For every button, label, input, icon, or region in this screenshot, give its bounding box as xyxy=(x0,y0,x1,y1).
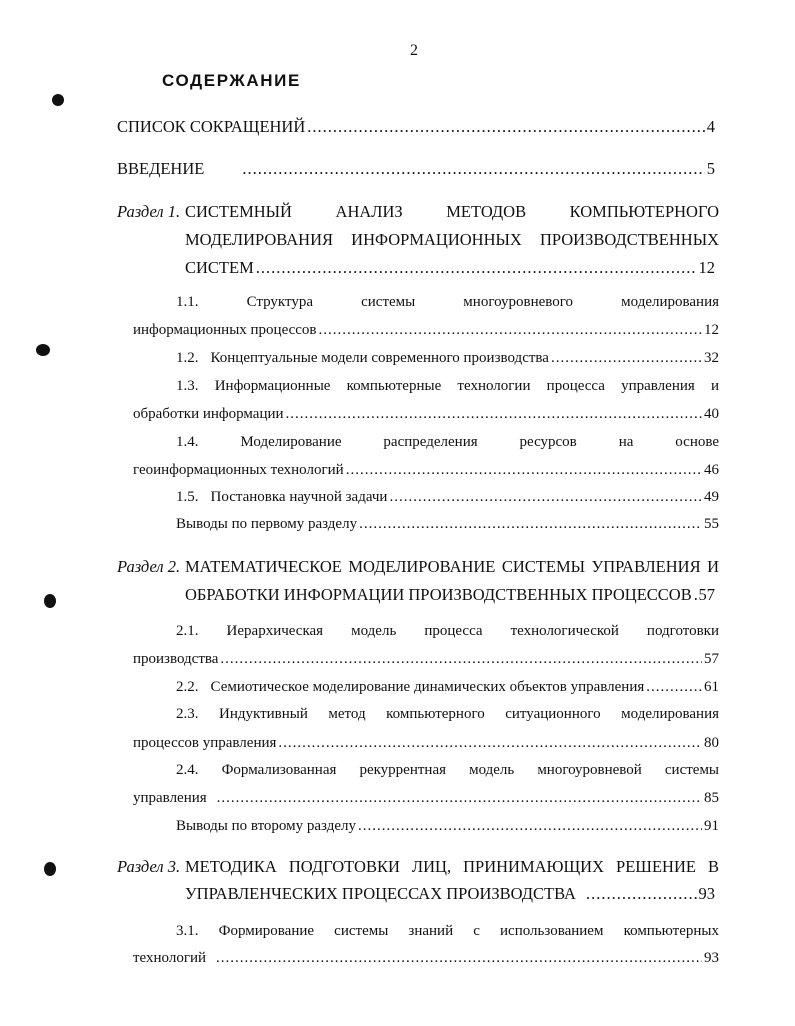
entry-page: 57 xyxy=(698,585,715,604)
item-text: Индуктивный метод компьютерного ситуационного моделирования xyxy=(219,706,720,722)
dot-leader xyxy=(319,320,702,340)
toc-item-1-1-cont[interactable] xyxy=(133,320,719,340)
entry-page: 46 xyxy=(704,462,719,478)
entry-page: 5 xyxy=(706,159,715,178)
page-number: 2 xyxy=(410,42,418,59)
item-number: 3.1. xyxy=(176,923,199,939)
dot-leader xyxy=(242,159,704,179)
item-text: Формирование системы знаний с использованием компьютерных xyxy=(218,923,720,939)
item-text: геоинформационных технологий xyxy=(133,462,344,478)
scan-spot xyxy=(36,344,50,356)
item-number: 1.5. xyxy=(176,489,199,505)
dot-leader xyxy=(286,404,702,424)
entry-page: 91 xyxy=(704,818,719,834)
toc-item-1-2[interactable] xyxy=(176,348,719,368)
item-number: 1.4. xyxy=(176,434,199,450)
entry-page: 93 xyxy=(698,884,715,903)
scan-spot xyxy=(44,594,56,608)
dot-leader xyxy=(359,514,702,534)
dot-leader xyxy=(586,884,697,904)
section-1-line3[interactable] xyxy=(185,258,715,278)
entry-page: 40 xyxy=(704,406,719,422)
dot-leader xyxy=(358,816,702,836)
toc-item-1-4[interactable] xyxy=(176,432,719,452)
page-title: СОДЕРЖАНИЕ xyxy=(162,71,301,90)
toc-item-1-3-cont[interactable] xyxy=(133,404,719,424)
dot-leader xyxy=(389,487,702,507)
entry-page: 12 xyxy=(704,322,719,338)
item-text: Выводы по первому разделу xyxy=(176,516,358,532)
item-number: 2.2. xyxy=(176,679,199,695)
item-text: обработки информации xyxy=(133,406,284,422)
section-1-line2[interactable]: МОДЕЛИРОВАНИЯ ИНФОРМАЦИОННЫХ ПРОИЗВОДСТВЕННЫХ xyxy=(185,230,719,249)
dot-leader xyxy=(551,348,702,368)
dot-leader xyxy=(256,258,697,278)
entry-page: 49 xyxy=(704,489,719,505)
toc-item-conclusions-1[interactable] xyxy=(176,514,719,534)
toc-item-1-3[interactable] xyxy=(176,376,719,396)
toc-entry-abbrev[interactable] xyxy=(117,117,715,137)
toc-item-2-1-cont[interactable] xyxy=(133,649,719,669)
toc-item-2-4[interactable] xyxy=(176,760,719,780)
section-3-line2[interactable] xyxy=(185,884,715,904)
toc-entry-intro[interactable] xyxy=(117,159,715,179)
entry-page: 80 xyxy=(704,735,719,751)
item-text: Информационные компьютерные технологии процесса управления и xyxy=(214,378,719,394)
dot-leader xyxy=(346,460,702,480)
entry-page: 4 xyxy=(706,117,715,136)
entry-text: УПРАВЛЕНЧЕСКИХ ПРОЦЕССАХ ПРОИЗВОДСТВА xyxy=(185,884,576,903)
section-2-line1[interactable]: МАТЕМАТИЧЕСКОЕ МОДЕЛИРОВАНИЕ СИСТЕМЫ УПРАВЛЕНИЯ И xyxy=(185,557,719,576)
toc-item-1-4-cont[interactable] xyxy=(133,460,719,480)
dot-leader xyxy=(307,117,704,137)
item-number: 1.1. xyxy=(176,294,199,310)
item-text: производства xyxy=(133,651,219,667)
item-text: Формализованная рекуррентная модель многоуровневой системы xyxy=(221,762,720,778)
item-text: процессов управления xyxy=(133,735,277,751)
toc-item-3-1[interactable] xyxy=(176,921,719,941)
section-2-line2[interactable] xyxy=(185,585,715,605)
entry-page: 32 xyxy=(704,350,719,366)
item-number: 2.3. xyxy=(176,706,199,722)
item-text: Структура системы многоуровневого моделирования xyxy=(246,294,719,310)
toc-item-2-1[interactable] xyxy=(176,621,719,641)
entry-page: 55 xyxy=(704,516,719,532)
item-number: 2.1. xyxy=(176,623,199,639)
entry-page: 12 xyxy=(698,258,715,277)
scan-spot xyxy=(44,862,56,876)
item-number: 1.2. xyxy=(176,350,199,366)
item-text: Моделирование распределения ресурсов на основе xyxy=(240,434,720,450)
section-3-prefix: Раздел 3. xyxy=(117,857,181,876)
toc-item-conclusions-2[interactable] xyxy=(176,816,719,836)
item-text: Иерархическая модель процесса технологической подготовки xyxy=(226,623,719,639)
toc-item-2-2[interactable] xyxy=(176,677,719,697)
entry-text: ОБРАБОТКИ ИНФОРМАЦИИ ПРОИЗВОДСТВЕННЫХ ПРОЦЕССОВ xyxy=(185,585,692,604)
item-text: технологий xyxy=(133,950,207,966)
dot-leader xyxy=(220,649,702,669)
scan-spot xyxy=(52,94,64,106)
dot-leader xyxy=(216,948,702,968)
item-text: Постановка научной задачи xyxy=(210,489,388,505)
item-text: управления xyxy=(133,790,207,806)
toc-item-2-3-cont[interactable] xyxy=(133,733,719,753)
item-number: 1.3. xyxy=(176,378,199,394)
item-text: Семиотическое моделирование динамических объектов управления xyxy=(210,679,645,695)
entry-text: СПИСОК СОКРАЩЕНИЙ xyxy=(117,117,306,136)
dot-leader xyxy=(646,677,702,697)
dot-leader xyxy=(217,788,702,808)
toc-item-2-4-cont[interactable] xyxy=(133,788,719,808)
entry-page: 93 xyxy=(704,950,719,966)
item-text: информационных процессов xyxy=(133,322,317,338)
section-3-line1[interactable]: МЕТОДИКА ПОДГОТОВКИ ЛИЦ, ПРИНИМАЮЩИХ РЕШЕНИЕ В xyxy=(185,857,719,876)
entry-text: СИСТЕМ xyxy=(185,258,254,277)
entry-text: ВВЕДЕНИЕ xyxy=(117,159,205,178)
section-2-prefix: Раздел 2. xyxy=(117,557,181,576)
toc-item-1-1[interactable] xyxy=(176,292,719,312)
dot-leader xyxy=(278,733,702,753)
entry-page: 57 xyxy=(704,651,719,667)
item-text: Концептуальные модели современного производства xyxy=(210,350,549,366)
section-1-prefix: Раздел 1. xyxy=(117,202,181,221)
toc-item-2-3[interactable] xyxy=(176,704,719,724)
toc-item-3-1-cont[interactable] xyxy=(133,948,719,968)
item-number: 2.4. xyxy=(176,762,199,778)
toc-item-1-5[interactable] xyxy=(176,487,719,507)
dot-leader xyxy=(694,585,697,605)
entry-page: 61 xyxy=(704,679,719,695)
item-text: Выводы по второму разделу xyxy=(176,818,356,834)
entry-page: 85 xyxy=(704,790,719,806)
section-1-line1[interactable]: СИСТЕМНЫЙ АНАЛИЗ МЕТОДОВ КОМПЬЮТЕРНОГО xyxy=(185,202,719,221)
